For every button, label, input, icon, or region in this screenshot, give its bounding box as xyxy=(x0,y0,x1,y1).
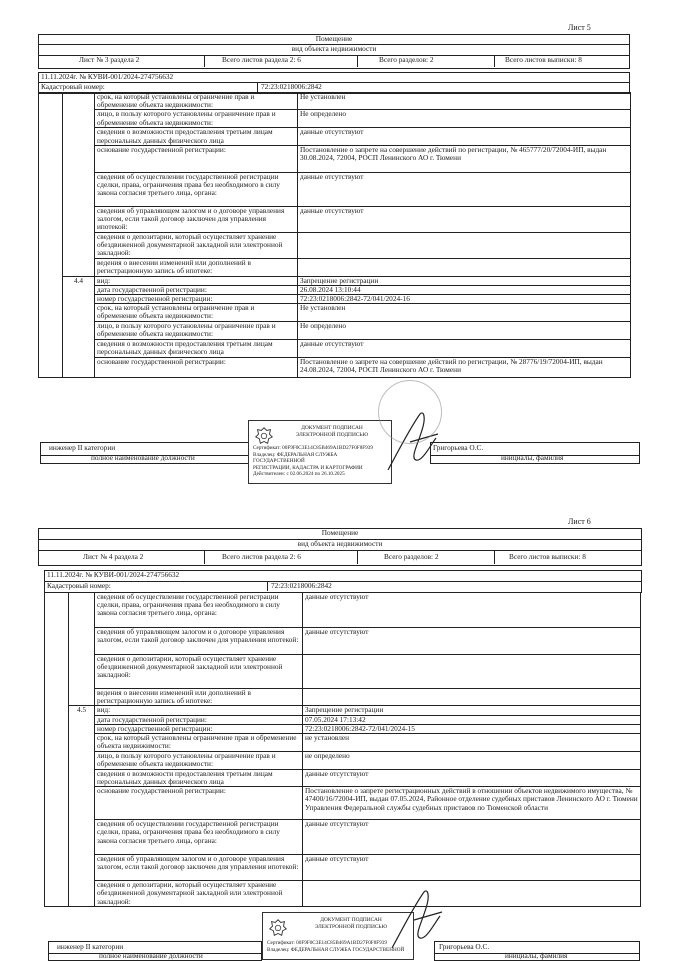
coat-of-arms-icon xyxy=(253,425,275,447)
stamp-owner: Владелец: ФЕДЕРАЛЬНАЯ СЛУЖБА ГОСУДАРСТВЕННОЙ xyxy=(267,946,405,953)
sheet-header xyxy=(38,528,642,566)
field-value: данные отсутствуют xyxy=(298,128,631,145)
block-number: 4.4 xyxy=(63,276,95,377)
registry-row xyxy=(45,820,641,855)
position-caption: полное наименование должности xyxy=(91,453,195,462)
registry-row xyxy=(45,655,641,689)
field-value: Не определено xyxy=(298,322,631,340)
field-label: срок, на который установлены ограничение прав и обременение объекта недвижимости: xyxy=(95,733,303,751)
position: инженер II категории xyxy=(49,443,116,452)
cadastral-value: 72:23:0218006:2842 xyxy=(261,82,322,91)
field-label: сведения о депозитарии, который осуществляет хранение обездвиженной документарной закладной или электронной закладной: xyxy=(95,655,303,689)
field-value: данные отсутствуют xyxy=(303,855,641,881)
signer-caption-cell xyxy=(430,454,640,464)
field-label: ведения о внесении изменений или дополнений в регистрационную запись об ипотеке: xyxy=(95,258,298,276)
field-label: сведения об управляющем залогом и о договоре управления залогом, если такой договор заключен для управления ипотекой: xyxy=(95,628,303,655)
field-label: лицо, в пользу которого установлены ограничение прав и обременение объекта недвижимости: xyxy=(95,110,298,128)
registry-row xyxy=(39,206,631,232)
total-sheets-extract: Всего листов выписки: 8 xyxy=(505,55,582,64)
position-caption: полное наименование должности xyxy=(99,951,203,960)
field-label: срок, на который установлены ограничение прав и обременение объекта недвижимости: xyxy=(95,304,298,322)
registry-row xyxy=(39,340,631,357)
doc-number: 11.11.2024г. № КУВИ-001/2024-274756632 xyxy=(45,571,641,582)
registry-row xyxy=(45,769,641,786)
cadastral-label: Кадастровый номер: xyxy=(47,581,111,590)
stamp-cert: Сертификат: 00F9F0C3E14C85B469A1BD27F0F8F939 xyxy=(253,445,373,451)
stamp-owner: Владелец: ФЕДЕРАЛЬНАЯ СЛУЖБА ГОСУДАРСТВЕННОЙ xyxy=(253,451,338,464)
coat-of-arms-icon xyxy=(267,917,289,939)
doc-id-block xyxy=(44,570,642,593)
field-label: основание государственной регистрации: xyxy=(95,145,298,172)
field-label: сведения о возможности предоставления третьим лицам персональных данных физического лица xyxy=(95,769,303,786)
field-label: лицо, в пользу которого установлены ограничение прав и обременение объекта недвижимости: xyxy=(95,322,298,340)
position: инженер II категории xyxy=(57,942,124,951)
cadastral-value: 72:23:0218006:2842 xyxy=(271,581,332,590)
field-value: 72:23:0218006:2842-72/041/2024-16 xyxy=(298,295,631,304)
registry-row xyxy=(39,128,631,145)
field-label: сведения об осуществлении государственной регистрации сделки, права, ограничения права без необходимого в силу закона согласия третьего лица, органа: xyxy=(95,172,298,206)
field-value xyxy=(303,655,641,689)
field-label: сведения о депозитарии, который осуществляет хранение обездвиженной документарной закладной или электронной закладной: xyxy=(95,881,303,907)
registry-row xyxy=(39,145,631,172)
registry-row xyxy=(39,295,631,304)
total-sheets-section: Всего листов раздела 2: 6 xyxy=(222,55,301,64)
field-value: Не определено xyxy=(298,110,631,128)
field-value xyxy=(298,258,631,276)
registry-row xyxy=(39,285,631,294)
sheet-counters xyxy=(39,551,641,564)
field-value: данные отсутствуют xyxy=(303,769,641,786)
field-value: Постановление о запрете регистрационных действий в отношении объектов недвижимого имущества, № 47400/16/72004-ИП, выдан 07.05.2024, Районное отделение судебных приставов Ленинского АО г. Тюмени Управления Федеральной службы судебных приставов по Тюменской области xyxy=(303,787,641,820)
field-value: 72:23:0218006:2842-72/041/2024-15 xyxy=(303,724,641,733)
field-label: номер государственной регистрации: xyxy=(95,724,303,733)
cadastral-row xyxy=(39,83,629,92)
field-value: Не установлен xyxy=(298,93,631,110)
field-value xyxy=(303,881,641,907)
signer-caption: инициалы, фамилия xyxy=(505,951,568,960)
field-label: дата государственной регистрации: xyxy=(95,285,298,294)
field-value: Постановление о запрете на совершение действий по регистрации, № 28776/19/72004-ИП, выдан 24.08.2024, 72004, РОСП Ленинского АО г. Тюмени xyxy=(298,357,631,377)
cadastral-label: Кадастровый номер: xyxy=(41,82,105,91)
stamp-title-1: ДОКУМЕНТ ПОДПИСАН xyxy=(301,425,363,431)
registry-row xyxy=(45,751,641,769)
field-value: не определено xyxy=(303,751,641,769)
field-label: ведения о внесении изменений или дополнений в регистрационную запись об ипотеке: xyxy=(95,689,303,706)
margin-cell xyxy=(45,593,69,907)
field-value: 07.05.2024 17:13:42 xyxy=(303,715,641,724)
field-label: дата государственной регистрации: xyxy=(95,715,303,724)
field-value xyxy=(298,232,631,258)
registry-row xyxy=(45,628,641,655)
field-label: номер государственной регистрации: xyxy=(95,295,298,304)
field-value: Постановление о запрете на совершение действий по регистрации, № 465777/20/72004-ИП, выдан 30.08.2024, 72004, РОСП Ленинского АО г. Тюмени xyxy=(298,145,631,172)
round-seal xyxy=(378,380,442,444)
field-label: основание государственной регистрации: xyxy=(95,357,298,377)
registry-row xyxy=(45,715,641,724)
registry-row xyxy=(39,172,631,206)
field-label: лицо, в пользу которого установлены ограничение прав и обременение объекта недвижимости: xyxy=(95,751,303,769)
cadastral-row xyxy=(45,582,641,591)
field-value xyxy=(303,689,641,706)
registry-row xyxy=(39,276,631,285)
signer-caption: инициалы, фамилия xyxy=(501,453,564,462)
field-label: сведения о возможности предоставления третьим лицам персональных данных физического лица xyxy=(95,128,298,145)
sheet-number: Лист 6 xyxy=(568,517,591,526)
total-sections: Всего разделов: 2 xyxy=(384,552,439,561)
signer: Григорьева О.С. xyxy=(439,942,490,951)
sheet-number: Лист 5 xyxy=(568,23,591,32)
object-type-caption: вид объекта недвижимости xyxy=(39,45,629,56)
total-sections: Всего разделов: 2 xyxy=(379,55,434,64)
registry-row xyxy=(45,689,641,706)
total-sheets-section: Всего листов раздела 2: 6 xyxy=(222,552,301,561)
field-value: 26.08.2024 13:10:44 xyxy=(298,285,631,294)
field-value: данные отсутствуют xyxy=(303,628,641,655)
field-value: Не установлен xyxy=(298,304,631,322)
registry-row xyxy=(39,304,631,322)
doc-id-block xyxy=(38,72,630,94)
field-label: срок, на который установлены ограничение прав и обременение объекта недвижимости: xyxy=(95,93,298,110)
field-label: сведения об осуществлении государственной регистрации сделки, права, ограничения права без необходимого в силу закона согласия третьего лица, органа: xyxy=(95,593,303,628)
sheet-6 xyxy=(0,514,678,960)
object-type: Помещение xyxy=(39,35,629,45)
field-value: не установлен xyxy=(303,733,641,751)
field-label: сведения об управляющем залогом и о договоре управления залогом, если такой договор заключен для управления ипотекой: xyxy=(95,855,303,881)
registry-row xyxy=(39,357,631,377)
stamp-cert: Сертификат: 00F9F0C3E14C85B469A1BD27F0F8F939 xyxy=(267,940,387,946)
field-value: данные отсутствуют xyxy=(303,820,641,855)
e-signature-stamp xyxy=(248,420,392,484)
registry-row xyxy=(45,724,641,733)
registry-row xyxy=(39,110,631,128)
field-label: основание государственной регистрации: xyxy=(95,787,303,820)
registry-row xyxy=(45,881,641,907)
sheet-of-section: Лист № 4 раздела 2 xyxy=(83,552,144,561)
object-type-caption: вид объекта недвижимости xyxy=(39,540,641,551)
field-value: данные отсутствуют xyxy=(298,172,631,206)
stamp-title-2: ЭЛЕКТРОННОЙ ПОДПИСЬЮ xyxy=(314,923,388,930)
handwritten-signature xyxy=(384,886,454,956)
sheet-counters xyxy=(39,56,629,67)
block-number: 4.5 xyxy=(69,706,95,907)
field-label: вид: xyxy=(95,706,303,715)
signer: Григорьева О.С. xyxy=(433,443,484,452)
registry-table xyxy=(44,592,641,907)
field-label: сведения о возможности предоставления третьим лицам персональных данных физического лица xyxy=(95,340,298,357)
object-type: Помещение xyxy=(39,529,641,540)
registry-row xyxy=(45,855,641,881)
continuation-number-cell xyxy=(69,593,95,706)
total-sheets-extract: Всего листов выписки: 8 xyxy=(509,552,586,561)
field-value: данные отсутствуют xyxy=(298,340,631,357)
field-label: сведения об управляющем залогом и о договоре управления залогом, если такой договор заключен для управления ипотекой: xyxy=(95,206,298,232)
stamp-title-1: ДОКУМЕНТ ПОДПИСАН xyxy=(320,917,382,923)
registry-row xyxy=(39,258,631,276)
field-value: данные отсутствуют xyxy=(298,206,631,232)
registry-row xyxy=(39,93,631,110)
field-label: вид: xyxy=(95,276,298,285)
registry-row xyxy=(39,322,631,340)
doc-number: 11.11.2024г. № КУВИ-001/2024-274756632 xyxy=(39,73,629,83)
stamp-title-2: ЭЛЕКТРОННОЙ ПОДПИСЬЮ xyxy=(295,431,369,438)
registry-row xyxy=(45,733,641,751)
stamp-valid: Действителен: с 02.06.2024 по 26.10.2025 xyxy=(253,471,345,477)
registry-table xyxy=(38,92,631,378)
field-label: сведения о депозитарии, который осуществляет хранение обездвиженной документарной закладной или электронной закладной: xyxy=(95,232,298,258)
field-label: сведения об осуществлении государственной регистрации сделки, права, ограничения права без необходимого в силу закона согласия третьего лица, органа: xyxy=(95,820,303,855)
registry-row xyxy=(45,593,641,628)
registry-row xyxy=(39,232,631,258)
registry-row xyxy=(45,706,641,715)
continuation-number-cell xyxy=(63,93,95,277)
field-value: данные отсутствуют xyxy=(303,593,641,628)
margin-cell xyxy=(39,93,63,378)
field-value: Запрещение регистрации xyxy=(303,706,641,715)
field-value: Запрещение регистрации xyxy=(298,276,631,285)
sheet-of-section: Лист № 3 раздела 2 xyxy=(79,55,140,64)
registry-row xyxy=(45,787,641,820)
sheet-header xyxy=(38,34,630,69)
stamp-owner-2: РЕГИСТРАЦИИ, КАДАСТРА И КАРТОГРАФИИ xyxy=(253,464,363,471)
position-caption-cell xyxy=(40,454,254,464)
